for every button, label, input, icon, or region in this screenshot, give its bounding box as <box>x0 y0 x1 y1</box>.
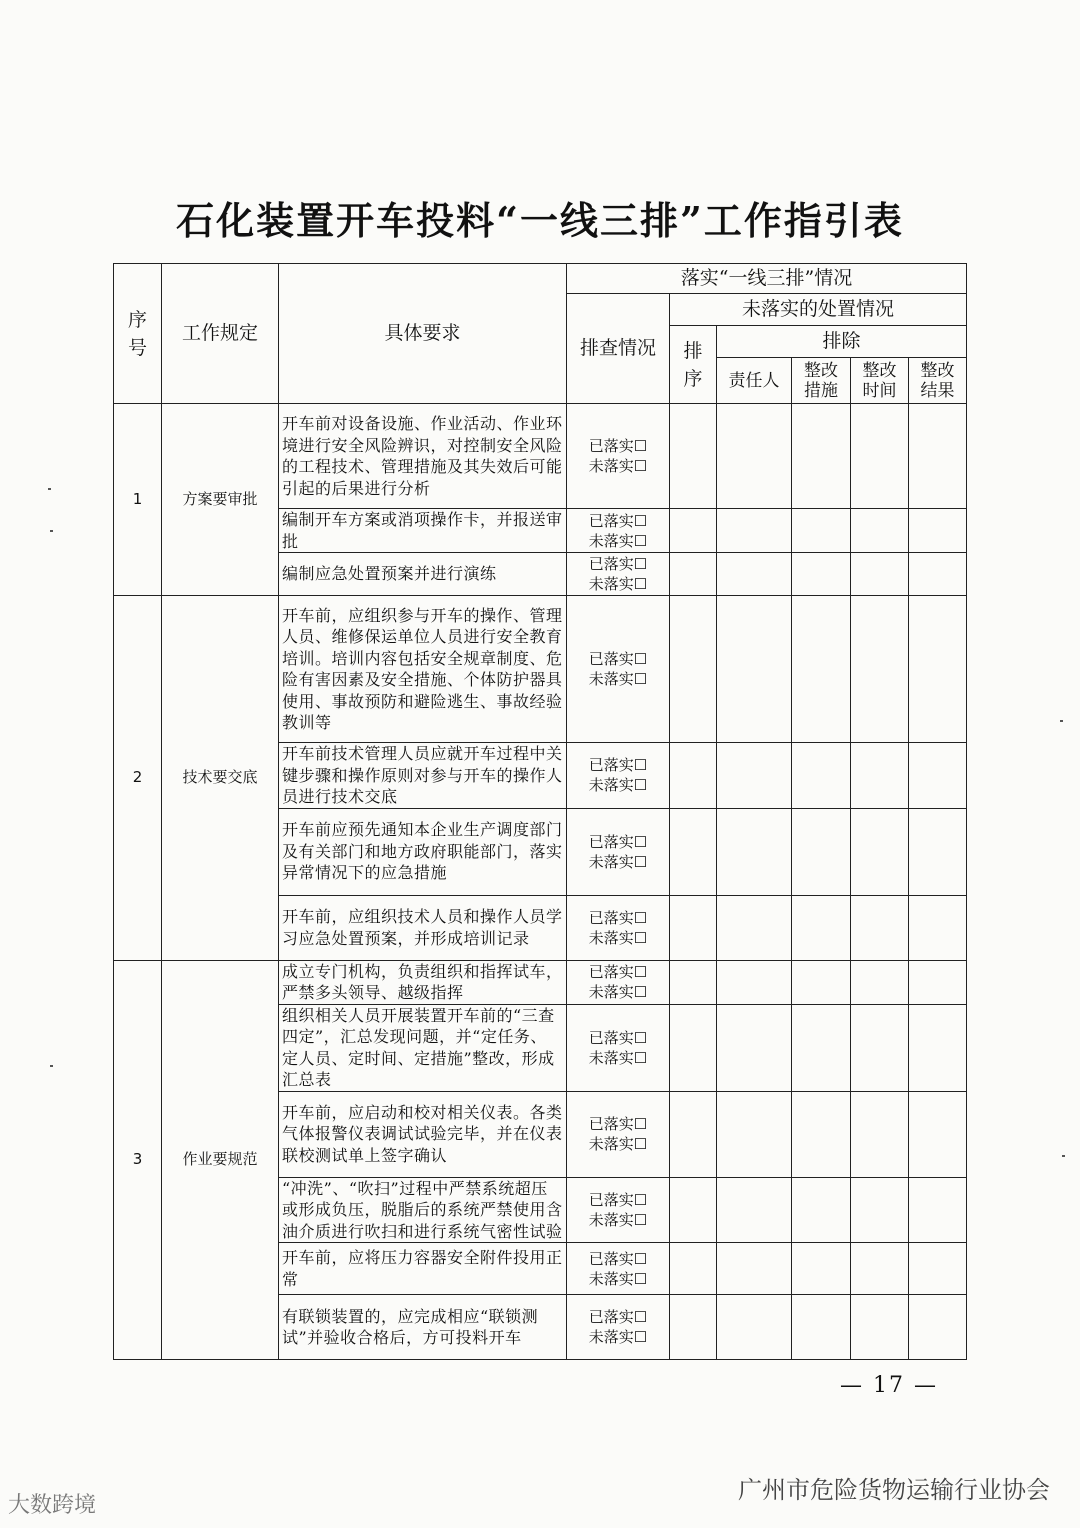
time-cell[interactable] <box>851 1177 909 1243</box>
check-status-cell[interactable] <box>567 1295 670 1360</box>
rank-cell[interactable] <box>670 553 717 596</box>
checkbox-not-implemented[interactable]: 未落实☐ <box>588 852 648 871</box>
checkbox-not-implemented[interactable]: 未落实☐ <box>588 575 648 593</box>
responsible-cell[interactable] <box>717 509 792 553</box>
section-seq: 1 <box>114 404 162 596</box>
responsible-cell[interactable] <box>717 960 792 1004</box>
page-number: — 17 — <box>840 1373 938 1398</box>
responsible-cell[interactable] <box>717 553 792 596</box>
check-status-cell[interactable] <box>567 1004 670 1091</box>
result-cell[interactable] <box>909 1004 967 1091</box>
measure-cell[interactable] <box>792 1295 851 1360</box>
checkbox-implemented[interactable]: 已落实☐ <box>588 1028 648 1047</box>
time-cell[interactable] <box>851 1091 909 1177</box>
result-cell[interactable] <box>909 808 967 895</box>
measure-cell[interactable] <box>792 509 851 553</box>
guideline-table <box>113 263 967 1360</box>
section-seq: 3 <box>114 960 162 1360</box>
scan-speck <box>1062 1155 1065 1157</box>
measure-cell[interactable] <box>792 895 851 960</box>
requirement-text: 组织相关人员开展装置开车前的“三查四定”，汇总发现问题，并“定任务、定人员、定时间、定措施”整改，形成汇总表 <box>279 1004 567 1091</box>
scan-speck <box>50 530 53 532</box>
requirement-text: 有联锁装置的，应完成相应“联锁测试”并验收合格后，方可投料开车 <box>279 1295 567 1360</box>
requirement-text: 开车前对设备设施、作业活动、作业环境进行安全风险辨识，对控制安全风险的工程技术、管理措施及其失效后可能引起的后果进行分析 <box>279 404 567 509</box>
responsible-cell[interactable] <box>717 1177 792 1243</box>
check-status-cell[interactable] <box>567 553 670 596</box>
checkbox-implemented[interactable]: 已落实☐ <box>588 650 648 668</box>
result-cell[interactable] <box>909 960 967 1004</box>
checkbox-implemented[interactable]: 已落实☐ <box>588 756 648 775</box>
checkbox-not-implemented[interactable]: 未落实☐ <box>588 531 648 550</box>
rank-cell[interactable] <box>670 509 717 553</box>
requirement-text: 开车前，应启动和校对相关仪表。各类气体报警仪表调试试验完毕，并在仪表联校测试单上签字确认 <box>279 1091 567 1177</box>
requirement-text: 开车前，应组织技术人员和操作人员学习应急处置预案，并形成培训记录 <box>279 895 567 960</box>
header-rank: 排序 <box>670 326 717 404</box>
time-cell[interactable] <box>851 895 909 960</box>
requirement-text: 开车前，应将压力容器安全附件投用正常 <box>279 1243 567 1295</box>
checkbox-not-implemented[interactable]: 未落实☐ <box>588 1135 648 1153</box>
check-status-cell[interactable] <box>567 1091 670 1177</box>
checkbox-implemented[interactable]: 已落实☐ <box>588 908 648 927</box>
check-status-cell[interactable] <box>567 960 670 1004</box>
checkbox-implemented[interactable]: 已落实☐ <box>588 1249 648 1268</box>
measure-cell[interactable] <box>792 1243 851 1295</box>
checkbox-not-implemented[interactable]: 未落实☐ <box>588 1210 648 1229</box>
checkbox-not-implemented[interactable]: 未落实☐ <box>588 1048 648 1067</box>
time-cell[interactable] <box>851 553 909 596</box>
requirement-text: “冲洗”、“吹扫”过程中严禁系统超压或形成负压，脱脂后的系统严禁使用含油介质进行吹扫和进行系统气密性试验 <box>279 1177 567 1243</box>
checkbox-not-implemented[interactable]: 未落实☐ <box>588 928 648 947</box>
document-title: 石化装置开车投料“一线三排”工作指引表 <box>176 198 904 243</box>
header-unimplemented: 未落实的处置情况 <box>670 294 967 326</box>
measure-cell[interactable] <box>792 960 851 1004</box>
rank-cell[interactable] <box>670 404 717 509</box>
requirement-text: 开车前技术管理人员应就开车过程中关键步骤和操作原则对参与开车的操作人员进行技术交底 <box>279 743 567 809</box>
result-cell[interactable] <box>909 1295 967 1360</box>
responsible-cell[interactable] <box>717 1004 792 1091</box>
time-cell[interactable] <box>851 404 909 509</box>
section-seq: 2 <box>114 596 162 961</box>
checkbox-implemented[interactable]: 已落实☐ <box>588 832 648 851</box>
measure-cell[interactable] <box>792 1177 851 1243</box>
header-check: 排查情况 <box>567 294 670 404</box>
measure-cell[interactable] <box>792 404 851 509</box>
checkbox-implemented[interactable]: 已落实☐ <box>588 511 648 530</box>
section-rule: 作业要规范 <box>162 960 279 1360</box>
measure-cell[interactable] <box>792 1091 851 1177</box>
checkbox-implemented[interactable]: 已落实☐ <box>588 1308 648 1326</box>
requirement-text: 编制应急处置预案并进行演练 <box>279 553 567 596</box>
rank-cell[interactable] <box>670 1177 717 1243</box>
time-cell[interactable] <box>851 596 909 743</box>
table-row <box>114 960 967 1004</box>
checkbox-implemented[interactable]: 已落实☐ <box>588 437 648 455</box>
table-row <box>114 596 967 743</box>
rank-cell[interactable] <box>670 1295 717 1360</box>
rank-cell[interactable] <box>670 1091 717 1177</box>
checkbox-implemented[interactable]: 已落实☐ <box>588 963 648 981</box>
header-requirement: 具体要求 <box>279 264 567 404</box>
responsible-cell[interactable] <box>717 596 792 743</box>
result-cell[interactable] <box>909 509 967 553</box>
measure-cell[interactable] <box>792 596 851 743</box>
check-status-cell[interactable] <box>567 1177 670 1243</box>
measure-cell[interactable] <box>792 743 851 809</box>
watermark-brand: 大数跨境 <box>8 1493 97 1518</box>
checkbox-implemented[interactable]: 已落实☐ <box>588 1115 648 1133</box>
time-cell[interactable] <box>851 1243 909 1295</box>
header-eliminate: 排除 <box>717 326 967 358</box>
checkbox-not-implemented[interactable]: 未落实☐ <box>588 1269 648 1288</box>
section-rule: 技术要交底 <box>162 596 279 961</box>
result-cell[interactable] <box>909 1177 967 1243</box>
header-rule: 工作规定 <box>162 264 279 404</box>
check-status-cell[interactable] <box>567 404 670 509</box>
result-cell[interactable] <box>909 895 967 960</box>
header-measure: 整改措施 <box>792 358 851 404</box>
time-cell[interactable] <box>851 1004 909 1091</box>
time-cell[interactable] <box>851 808 909 895</box>
scan-speck <box>50 1065 53 1067</box>
time-cell[interactable] <box>851 509 909 553</box>
table-row <box>114 404 967 509</box>
responsible-cell[interactable] <box>717 808 792 895</box>
result-cell[interactable] <box>909 743 967 809</box>
rank-cell[interactable] <box>670 808 717 895</box>
checkbox-not-implemented[interactable]: 未落实☐ <box>588 983 648 1001</box>
scan-speck <box>1060 720 1063 722</box>
result-cell[interactable] <box>909 553 967 596</box>
responsible-cell[interactable] <box>717 404 792 509</box>
responsible-cell[interactable] <box>717 1295 792 1360</box>
measure-cell[interactable] <box>792 1004 851 1091</box>
result-cell[interactable] <box>909 404 967 509</box>
section-rule: 方案要审批 <box>162 404 279 596</box>
time-cell[interactable] <box>851 1295 909 1360</box>
requirement-text: 编制开车方案或消项操作卡，并报送审批 <box>279 509 567 553</box>
result-cell[interactable] <box>909 596 967 743</box>
scan-speck <box>48 488 51 490</box>
responsible-cell[interactable] <box>717 1243 792 1295</box>
measure-cell[interactable] <box>792 553 851 596</box>
header-seq: 序号 <box>114 264 162 404</box>
checkbox-not-implemented[interactable]: 未落实☐ <box>588 776 648 795</box>
requirement-text: 成立专门机构，负责组织和指挥试车，严禁多头领导、越级指挥 <box>279 960 567 1004</box>
check-status-cell[interactable] <box>567 596 670 743</box>
time-cell[interactable] <box>851 743 909 809</box>
check-status-cell[interactable] <box>567 743 670 809</box>
checkbox-not-implemented[interactable]: 未落实☐ <box>588 670 648 688</box>
header-time: 整改时间 <box>851 358 909 404</box>
result-cell[interactable] <box>909 1091 967 1177</box>
header-implementation: 落实“一线三排”情况 <box>567 264 967 294</box>
rank-cell[interactable] <box>670 895 717 960</box>
check-status-cell[interactable] <box>567 895 670 960</box>
measure-cell[interactable] <box>792 808 851 895</box>
responsible-cell[interactable] <box>717 743 792 809</box>
check-status-cell[interactable] <box>567 509 670 553</box>
rank-cell[interactable] <box>670 1004 717 1091</box>
responsible-cell[interactable] <box>717 1091 792 1177</box>
time-cell[interactable] <box>851 960 909 1004</box>
rank-cell[interactable] <box>670 1243 717 1295</box>
requirement-text: 开车前应预先通知本企业生产调度部门及有关部门和地方政府职能部门，落实异常情况下的应急措施 <box>279 808 567 895</box>
rank-cell[interactable] <box>670 960 717 1004</box>
checkbox-implemented[interactable]: 已落实☐ <box>588 555 648 573</box>
check-status-cell[interactable] <box>567 808 670 895</box>
checkbox-not-implemented[interactable]: 未落实☐ <box>588 457 648 475</box>
result-cell[interactable] <box>909 1243 967 1295</box>
checkbox-implemented[interactable]: 已落实☐ <box>588 1190 648 1209</box>
rank-cell[interactable] <box>670 596 717 743</box>
requirement-text: 开车前，应组织参与开车的操作、管理人员、维修保运单位人员进行安全教育培训。培训内容包括安全规章制度、危险有害因素及安全措施、个体防护器具使用、事故预防和避险逃生、事故经验教训等 <box>279 596 567 743</box>
responsible-cell[interactable] <box>717 895 792 960</box>
watermark-association: 广州市危险货物运输行业协会 <box>738 1476 1050 1504</box>
header-result: 整改结果 <box>909 358 967 404</box>
checkbox-not-implemented[interactable]: 未落实☐ <box>588 1328 648 1346</box>
header-responsible: 责任人 <box>717 358 792 404</box>
rank-cell[interactable] <box>670 743 717 809</box>
check-status-cell[interactable] <box>567 1243 670 1295</box>
